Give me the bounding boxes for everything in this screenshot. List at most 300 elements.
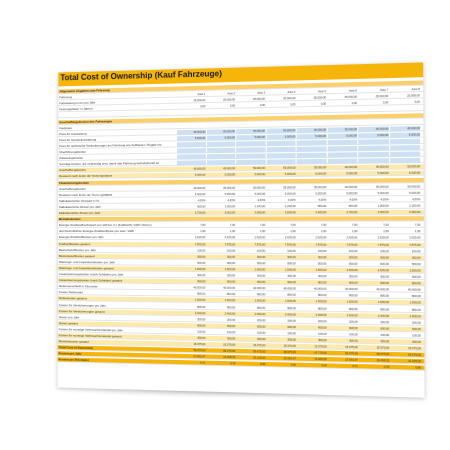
table-cell[interactable]: 0,85 bbox=[260, 363, 266, 367]
table-cell[interactable]: 100,00 bbox=[197, 249, 206, 253]
table-cell[interactable]: 50.000,00 bbox=[253, 167, 266, 171]
table-cell[interactable]: 100,00 bbox=[348, 249, 358, 253]
table-cell[interactable]: Auto 6 bbox=[348, 89, 358, 93]
table-cell[interactable]: 1.500,00 bbox=[346, 268, 358, 273]
table-cell[interactable]: 25.000,00 bbox=[313, 96, 327, 100]
table-cell[interactable]: 600,00 bbox=[318, 326, 327, 330]
table-cell[interactable]: 7.875,00 bbox=[315, 243, 327, 247]
table-cell[interactable]: 53.075,00 bbox=[345, 352, 358, 356]
table-cell[interactable]: 800,00 bbox=[411, 295, 421, 299]
table-cell[interactable]: 25.000,00 bbox=[283, 97, 296, 101]
table-cell[interactable]: 800,00 bbox=[287, 293, 296, 298]
table-cell[interactable]: 7,00 bbox=[259, 223, 266, 228]
table-cell[interactable]: Auto 7 bbox=[380, 88, 389, 93]
table-cell[interactable]: 40.000,00 bbox=[223, 286, 236, 291]
table-cell[interactable]: 300,00 bbox=[197, 274, 206, 278]
table-cell[interactable]: 900,00 bbox=[226, 280, 236, 284]
table-cell[interactable]: 2.400,00 bbox=[315, 211, 327, 215]
table-cell[interactable]: 40.000,00 bbox=[344, 185, 358, 189]
table-cell[interactable]: 3,00 bbox=[200, 105, 206, 109]
table-cell[interactable]: 900,00 bbox=[287, 281, 296, 285]
table-cell[interactable] bbox=[236, 154, 265, 160]
table-cell[interactable]: 300,00 bbox=[380, 275, 389, 279]
table-cell[interactable]: 3,00 bbox=[229, 104, 236, 109]
table-cell[interactable] bbox=[327, 140, 357, 146]
table-cell[interactable]: 300,00 bbox=[411, 275, 421, 280]
table-cell[interactable] bbox=[327, 146, 357, 152]
table-cell[interactable]: 600,00 bbox=[349, 326, 358, 330]
table-cell[interactable]: 40.000,00 bbox=[193, 167, 206, 172]
table-cell[interactable] bbox=[390, 145, 421, 151]
table-cell[interactable]: 3.000,00 bbox=[377, 210, 389, 215]
table-cell[interactable]: 2.625,00 bbox=[377, 236, 389, 240]
table-cell[interactable]: 1.500,00 bbox=[254, 299, 266, 304]
table-cell[interactable]: 1.500,00 bbox=[377, 269, 389, 273]
table-cell[interactable] bbox=[236, 141, 265, 147]
table-cell[interactable]: 300,00 bbox=[256, 274, 266, 278]
table-cell[interactable]: 1.500,00 bbox=[315, 268, 327, 272]
table-cell[interactable]: 5.000,00 bbox=[224, 192, 236, 196]
table-cell[interactable]: 500,00 bbox=[226, 261, 236, 265]
table-cell[interactable]: 4,00% bbox=[257, 198, 266, 202]
table-cell[interactable]: 5.000,00 bbox=[266, 134, 295, 140]
table-cell[interactable]: 7.875,00 bbox=[409, 243, 421, 247]
table-cell[interactable]: 2.625,00 bbox=[224, 236, 236, 240]
table-cell[interactable]: 7.875,00 bbox=[194, 242, 206, 246]
table-cell[interactable]: 800,00 bbox=[348, 294, 358, 298]
table-cell[interactable] bbox=[327, 159, 357, 165]
table-cell[interactable]: 200,00 bbox=[412, 321, 421, 325]
table-cell[interactable]: 200,00 bbox=[197, 317, 206, 322]
table-cell[interactable]: 2.400,00 bbox=[409, 314, 421, 319]
table-cell[interactable]: 2.625,00 bbox=[194, 236, 206, 240]
table-cell[interactable]: 2.625,00 bbox=[284, 236, 296, 240]
table-cell[interactable]: 63.675,00 bbox=[408, 353, 422, 358]
table-cell[interactable]: 2.625,00 bbox=[315, 236, 327, 240]
table-cell[interactable]: 1.500,00 bbox=[315, 300, 327, 304]
table-cell[interactable]: 600,00 bbox=[412, 327, 421, 332]
table-cell[interactable]: 2.700,00 bbox=[194, 211, 206, 215]
table-cell[interactable] bbox=[206, 141, 235, 147]
table-cell[interactable] bbox=[358, 139, 388, 145]
table-cell[interactable]: 45.000,00 bbox=[375, 185, 389, 189]
table-cell[interactable]: 1.500,00 bbox=[409, 269, 421, 273]
table-cell[interactable]: 5.000,00 bbox=[346, 172, 358, 176]
table-cell[interactable] bbox=[266, 147, 295, 153]
table-cell[interactable] bbox=[177, 142, 205, 148]
table-cell[interactable]: 7.875,00 bbox=[224, 242, 236, 247]
table-cell[interactable]: 5.000,00 bbox=[194, 192, 206, 196]
table-cell[interactable]: 1.100,00 bbox=[409, 204, 421, 208]
table-cell[interactable]: 40.000,00 bbox=[193, 186, 206, 190]
table-cell[interactable]: 22.991,67 bbox=[283, 357, 296, 361]
table-cell[interactable]: 15.375,00 bbox=[345, 345, 358, 350]
table-cell[interactable]: 7,00 bbox=[414, 223, 421, 228]
table-cell[interactable]: 5.000,00 bbox=[377, 191, 389, 195]
table-cell[interactable]: 1,50 bbox=[229, 230, 236, 234]
table-cell[interactable]: 5.000,00 bbox=[377, 172, 389, 176]
table-cell[interactable] bbox=[206, 160, 235, 165]
table-cell[interactable]: 4,00% bbox=[412, 197, 421, 202]
table-cell[interactable]: 3.300,00 bbox=[409, 210, 421, 215]
table-cell[interactable]: 500,00 bbox=[197, 261, 206, 265]
table-cell[interactable] bbox=[297, 153, 327, 159]
table-cell[interactable]: 900,00 bbox=[197, 205, 206, 209]
table-cell[interactable]: 5.000,00 bbox=[254, 173, 266, 177]
table-cell[interactable]: 800,00 bbox=[256, 293, 266, 297]
table-cell[interactable]: 0,92 bbox=[290, 363, 296, 368]
table-cell[interactable]: 3.300,00 bbox=[254, 211, 266, 215]
table-cell[interactable]: 0,64 bbox=[321, 364, 327, 368]
table-cell[interactable]: 1.500,00 bbox=[346, 300, 358, 305]
table-cell[interactable] bbox=[177, 154, 205, 159]
table-cell[interactable]: 500,00 bbox=[317, 262, 327, 266]
table-cell[interactable]: 1.000,00 bbox=[377, 204, 389, 208]
table-cell[interactable]: 2.400,00 bbox=[224, 312, 236, 316]
table-cell[interactable]: 21.225,00 bbox=[408, 360, 422, 364]
table-cell[interactable]: 25.000,00 bbox=[252, 97, 266, 102]
table-cell[interactable]: Auto 4 bbox=[287, 90, 296, 95]
table-cell[interactable]: 4,00% bbox=[318, 198, 327, 202]
table-cell[interactable]: 900,00 bbox=[348, 204, 358, 208]
table-cell[interactable]: Auto 5 bbox=[317, 90, 327, 94]
table-cell[interactable]: 15.375,00 bbox=[314, 345, 327, 349]
table-cell[interactable]: 3.600,00 bbox=[284, 211, 296, 215]
table-cell[interactable]: 300,00 bbox=[256, 255, 266, 259]
table-cell[interactable]: 2.400,00 bbox=[285, 312, 296, 317]
table-cell[interactable]: 300,00 bbox=[380, 340, 390, 344]
table-cell[interactable]: 300,00 bbox=[411, 256, 421, 260]
table-cell[interactable]: 45.000,00 bbox=[223, 186, 236, 190]
table-cell[interactable]: 40.000,00 bbox=[407, 288, 421, 292]
table-cell[interactable]: 600,00 bbox=[380, 327, 390, 331]
table-cell[interactable]: 0,71 bbox=[352, 365, 358, 369]
table-cell[interactable]: 800,00 bbox=[287, 306, 296, 310]
table-cell[interactable]: 19.458,33 bbox=[376, 359, 390, 363]
table-cell[interactable]: 2.625,00 bbox=[346, 236, 358, 240]
table-cell[interactable]: 800,00 bbox=[348, 307, 358, 311]
table-cell[interactable]: 1.500,00 bbox=[224, 299, 236, 303]
table-cell[interactable]: 1.500,00 bbox=[284, 300, 296, 304]
table-cell[interactable] bbox=[390, 152, 421, 158]
table-cell[interactable]: 1.500,00 bbox=[284, 268, 296, 272]
table-cell[interactable]: 1,50 bbox=[259, 230, 266, 234]
table-cell[interactable]: 1,50 bbox=[383, 230, 389, 234]
table-cell[interactable]: 800,00 bbox=[380, 307, 390, 312]
table-cell[interactable]: 15.375,00 bbox=[408, 347, 421, 351]
table-cell[interactable]: 4,00% bbox=[380, 198, 389, 202]
table-cell[interactable] bbox=[390, 158, 421, 164]
table-cell[interactable]: 7,00 bbox=[229, 224, 236, 228]
table-cell[interactable]: 5.000,00 bbox=[194, 174, 206, 178]
table-cell[interactable]: 600,00 bbox=[256, 325, 266, 329]
table-cell[interactable]: 45.000,00 bbox=[236, 128, 265, 134]
table-cell[interactable]: 5.000,00 bbox=[284, 173, 296, 177]
table-cell[interactable]: 900,00 bbox=[317, 281, 327, 285]
table-cell[interactable]: 300,00 bbox=[349, 339, 358, 343]
table-cell[interactable] bbox=[297, 159, 327, 165]
table-cell[interactable]: 200,00 bbox=[287, 319, 296, 323]
table-cell[interactable]: 300,00 bbox=[287, 255, 296, 259]
table-cell[interactable] bbox=[206, 148, 235, 154]
table-cell[interactable]: 5.000,00 bbox=[284, 192, 296, 196]
table-cell[interactable]: 5.000,00 bbox=[327, 133, 357, 139]
table-cell[interactable]: 47.775,00 bbox=[314, 351, 327, 356]
table-cell[interactable]: 300,00 bbox=[348, 275, 358, 279]
table-cell[interactable]: 800,00 bbox=[411, 308, 421, 312]
table-cell[interactable]: 2.625,00 bbox=[254, 236, 266, 240]
table-cell[interactable]: 1.200,00 bbox=[284, 204, 296, 209]
table-cell[interactable]: 3,00 bbox=[259, 104, 266, 108]
table-cell[interactable]: 800,00 bbox=[256, 306, 266, 310]
table-cell[interactable]: 900,00 bbox=[256, 280, 266, 285]
table-cell[interactable]: 800,00 bbox=[197, 305, 206, 309]
table-cell[interactable]: 300,00 bbox=[226, 255, 236, 259]
table-cell[interactable]: 7,00 bbox=[290, 223, 296, 228]
table-cell[interactable]: 45.000,00 bbox=[375, 165, 389, 170]
table-cell[interactable]: 300,00 bbox=[226, 337, 236, 341]
table-cell[interactable]: 300,00 bbox=[412, 340, 421, 345]
table-cell[interactable]: 15.375,00 bbox=[193, 342, 206, 347]
table-cell[interactable]: 40.000,00 bbox=[283, 287, 296, 291]
table-cell[interactable]: 300,00 bbox=[348, 255, 358, 260]
table-cell[interactable]: 63.675,00 bbox=[253, 350, 266, 354]
table-cell[interactable]: 4,00% bbox=[197, 199, 206, 203]
table-cell[interactable]: 25.000,00 bbox=[193, 99, 206, 103]
table-cell[interactable]: 900,00 bbox=[348, 281, 358, 285]
table-cell[interactable]: 5.000,00 bbox=[358, 133, 388, 139]
table-cell[interactable]: 5.000,00 bbox=[315, 172, 327, 177]
table-cell[interactable]: 21.225,00 bbox=[253, 356, 266, 361]
table-cell[interactable]: 2.700,00 bbox=[346, 211, 358, 215]
table-cell[interactable]: 17.691,67 bbox=[193, 355, 206, 359]
table-cell[interactable]: 800,00 bbox=[317, 204, 327, 208]
table-cell[interactable]: 2.400,00 bbox=[377, 314, 390, 318]
table-cell[interactable]: 500,00 bbox=[380, 262, 389, 266]
table-cell[interactable]: 4,00% bbox=[227, 198, 236, 203]
table-cell[interactable]: 300,00 bbox=[317, 275, 327, 279]
table-cell[interactable]: 800,00 bbox=[318, 306, 327, 311]
table-cell[interactable]: 7.875,00 bbox=[284, 243, 296, 247]
table-cell[interactable] bbox=[266, 153, 295, 159]
table-cell[interactable]: 100,00 bbox=[257, 331, 266, 335]
table-cell[interactable]: 35.000,00 bbox=[327, 127, 357, 133]
table-cell[interactable]: 3,00 bbox=[290, 103, 296, 107]
table-cell[interactable]: 7.875,00 bbox=[377, 243, 389, 247]
table-cell[interactable]: 1,50 bbox=[290, 230, 296, 234]
table-cell[interactable] bbox=[266, 140, 295, 146]
table-cell[interactable]: 100,00 bbox=[317, 249, 327, 253]
table-cell[interactable]: 1,50 bbox=[200, 230, 206, 234]
table-cell[interactable]: 45.000,00 bbox=[390, 126, 421, 132]
table-cell[interactable]: 5.000,00 bbox=[409, 191, 421, 195]
table-cell[interactable] bbox=[206, 154, 235, 159]
table-cell[interactable]: 300,00 bbox=[287, 274, 296, 278]
table-cell[interactable]: 600,00 bbox=[197, 324, 206, 328]
table-cell[interactable]: 25.000,00 bbox=[223, 98, 236, 102]
table-cell[interactable]: 1.000,00 bbox=[224, 205, 236, 209]
table-cell[interactable]: 40.000,00 bbox=[314, 287, 327, 292]
table-cell[interactable] bbox=[358, 158, 388, 164]
table-cell[interactable]: 100,00 bbox=[256, 249, 266, 253]
table-cell[interactable]: 1,50 bbox=[414, 230, 421, 234]
table-cell[interactable]: 58.375,00 bbox=[376, 352, 390, 357]
table-cell[interactable]: 100,00 bbox=[226, 330, 236, 335]
table-cell[interactable]: 35.000,00 bbox=[177, 129, 205, 135]
table-cell[interactable]: Auto 2 bbox=[227, 92, 236, 96]
table-cell[interactable]: 35.000,00 bbox=[313, 185, 327, 189]
table-cell[interactable]: 5.000,00 bbox=[254, 192, 266, 196]
table-cell[interactable]: 200,00 bbox=[380, 320, 390, 325]
table-cell[interactable]: 7,00 bbox=[320, 223, 327, 228]
table-cell[interactable]: 45.000,00 bbox=[223, 167, 236, 171]
table-cell[interactable]: 800,00 bbox=[317, 294, 327, 298]
table-cell[interactable] bbox=[390, 139, 421, 145]
table-cell[interactable]: 5.000,00 bbox=[346, 191, 358, 196]
table-cell[interactable]: 17.691,67 bbox=[345, 358, 358, 363]
table-cell[interactable]: 600,00 bbox=[226, 324, 236, 328]
table-cell[interactable]: 3.000,00 bbox=[224, 211, 236, 215]
table-cell[interactable]: 5.000,00 bbox=[297, 134, 327, 140]
table-cell[interactable]: 100,00 bbox=[380, 249, 389, 253]
table-cell[interactable]: 15.375,00 bbox=[283, 344, 296, 349]
table-cell[interactable]: 55.000,00 bbox=[283, 166, 296, 171]
table-cell[interactable]: 900,00 bbox=[411, 282, 421, 286]
table-cell[interactable]: 300,00 bbox=[380, 256, 389, 260]
table-cell[interactable] bbox=[358, 146, 388, 152]
table-cell[interactable]: 3,00 bbox=[351, 102, 358, 106]
table-cell[interactable]: 2.400,00 bbox=[346, 313, 358, 318]
table-cell[interactable]: 1.500,00 bbox=[254, 268, 266, 272]
table-cell[interactable]: 1.500,00 bbox=[194, 267, 206, 271]
table-cell[interactable]: 800,00 bbox=[226, 293, 236, 297]
table-cell[interactable]: 200,00 bbox=[226, 318, 236, 322]
table-cell[interactable]: 300,00 bbox=[197, 255, 206, 259]
table-cell[interactable]: 40.000,00 bbox=[253, 287, 266, 291]
table-cell[interactable]: 15.375,00 bbox=[223, 343, 236, 347]
table-cell[interactable]: 7,00 bbox=[351, 223, 358, 228]
table-cell[interactable]: 100,00 bbox=[349, 333, 358, 337]
table-cell[interactable]: 100,00 bbox=[318, 332, 327, 336]
table-cell[interactable]: 15.375,00 bbox=[376, 346, 390, 350]
table-cell[interactable]: 5.000,00 bbox=[408, 172, 421, 176]
table-cell[interactable]: 7,00 bbox=[200, 224, 206, 228]
table-cell[interactable]: 40.000,00 bbox=[344, 166, 358, 170]
table-cell[interactable] bbox=[236, 147, 265, 153]
table-cell[interactable]: 2.625,00 bbox=[409, 236, 421, 241]
table-cell[interactable]: 800,00 bbox=[226, 305, 236, 310]
table-cell[interactable]: 7.875,00 bbox=[346, 243, 358, 247]
table-cell[interactable] bbox=[236, 160, 265, 165]
table-cell[interactable]: 500,00 bbox=[348, 262, 358, 266]
table-cell[interactable] bbox=[177, 161, 205, 166]
table-cell[interactable]: 300,00 bbox=[318, 338, 327, 343]
table-cell[interactable]: 0,71 bbox=[200, 361, 206, 366]
table-cell[interactable] bbox=[266, 159, 295, 165]
table-cell[interactable]: 800,00 bbox=[197, 292, 206, 297]
table-cell[interactable]: 2.400,00 bbox=[315, 313, 327, 317]
table-cell[interactable]: 1.100,00 bbox=[254, 205, 266, 209]
table-cell[interactable]: 30.000,00 bbox=[297, 127, 327, 133]
table-cell[interactable] bbox=[327, 152, 357, 158]
table-cell[interactable]: 5.000,00 bbox=[206, 135, 235, 141]
table-cell[interactable]: 200,00 bbox=[318, 319, 327, 324]
table-cell[interactable]: 4,00% bbox=[349, 198, 358, 202]
table-cell[interactable]: 100,00 bbox=[380, 333, 390, 337]
table-cell[interactable]: 900,00 bbox=[197, 280, 206, 284]
table-cell[interactable]: 58.375,00 bbox=[223, 349, 236, 354]
table-cell[interactable]: 500,00 bbox=[256, 261, 266, 266]
table-cell[interactable]: 25.000,00 bbox=[344, 95, 358, 100]
table-cell[interactable]: Auto 1 bbox=[197, 93, 206, 97]
table-cell[interactable]: 1.500,00 bbox=[377, 301, 390, 305]
table-cell[interactable] bbox=[177, 148, 205, 153]
table-cell[interactable]: 50.000,00 bbox=[266, 128, 295, 134]
table-cell[interactable]: 1.500,00 bbox=[194, 299, 206, 303]
table-cell[interactable]: 25.000,00 bbox=[407, 94, 420, 98]
table-cell[interactable]: 40.000,00 bbox=[206, 129, 235, 135]
table-cell[interactable]: 5.000,00 bbox=[224, 173, 236, 177]
table-cell[interactable]: 100,00 bbox=[226, 249, 236, 253]
table-cell[interactable]: 3,00 bbox=[414, 100, 420, 105]
table-cell[interactable]: 200,00 bbox=[349, 320, 358, 324]
table-cell[interactable]: 1.500,00 bbox=[409, 301, 421, 306]
table-cell[interactable]: 100,00 bbox=[287, 332, 296, 336]
table-cell[interactable]: 50.000,00 bbox=[407, 184, 421, 189]
table-cell[interactable]: 100,00 bbox=[287, 249, 296, 253]
table-cell[interactable]: 1.500,00 bbox=[224, 268, 236, 272]
table-cell[interactable]: 3,00 bbox=[382, 101, 389, 105]
table-cell[interactable]: 15.375,00 bbox=[253, 344, 266, 348]
table-cell[interactable]: Auto 8 bbox=[411, 87, 420, 92]
table-cell[interactable]: 300,00 bbox=[317, 255, 327, 260]
table-cell[interactable]: 25.000,00 bbox=[375, 95, 389, 99]
table-cell[interactable]: 35.000,00 bbox=[313, 166, 327, 170]
table-cell[interactable]: 500,00 bbox=[411, 262, 421, 267]
table-cell[interactable]: 50.000,00 bbox=[253, 186, 266, 190]
table-cell[interactable]: 5.000,00 bbox=[390, 132, 421, 138]
table-cell[interactable]: 7.875,00 bbox=[254, 242, 266, 247]
table-cell[interactable]: 3,00 bbox=[320, 102, 327, 107]
table-cell[interactable]: 500,00 bbox=[287, 262, 296, 266]
table-cell[interactable]: 300,00 bbox=[287, 338, 296, 342]
table-cell[interactable]: 1,50 bbox=[320, 230, 327, 234]
table-cell[interactable]: 5.000,00 bbox=[236, 135, 265, 141]
table-cell[interactable]: 100,00 bbox=[411, 249, 421, 254]
table-cell[interactable] bbox=[358, 152, 388, 158]
table-cell[interactable]: 300,00 bbox=[226, 274, 236, 278]
table-cell[interactable]: 40.000,00 bbox=[193, 286, 206, 290]
table-cell[interactable]: 800,00 bbox=[380, 294, 390, 299]
table-cell[interactable]: 0,78 bbox=[229, 362, 236, 366]
table-cell[interactable]: 2.400,00 bbox=[254, 312, 266, 316]
table-cell[interactable] bbox=[297, 140, 327, 146]
table-cell[interactable]: 19.458,33 bbox=[223, 356, 236, 360]
table-cell[interactable]: 200,00 bbox=[256, 318, 266, 323]
table-cell[interactable]: 40.000,00 bbox=[358, 126, 388, 132]
table-cell[interactable]: 5.000,00 bbox=[177, 136, 205, 142]
table-cell[interactable]: 7,00 bbox=[383, 223, 389, 228]
table-cell[interactable]: 2.400,00 bbox=[194, 311, 206, 315]
table-cell[interactable]: 4,00% bbox=[287, 198, 296, 202]
table-cell[interactable]: 100,00 bbox=[197, 330, 206, 334]
table-cell[interactable] bbox=[297, 146, 327, 152]
table-cell[interactable]: 53.075,00 bbox=[193, 349, 206, 353]
table-cell[interactable]: 1,50 bbox=[351, 230, 358, 234]
table-cell[interactable]: 15.925,00 bbox=[314, 358, 327, 362]
table-cell[interactable]: Auto 3 bbox=[257, 91, 266, 95]
table-cell[interactable]: 300,00 bbox=[197, 336, 206, 341]
